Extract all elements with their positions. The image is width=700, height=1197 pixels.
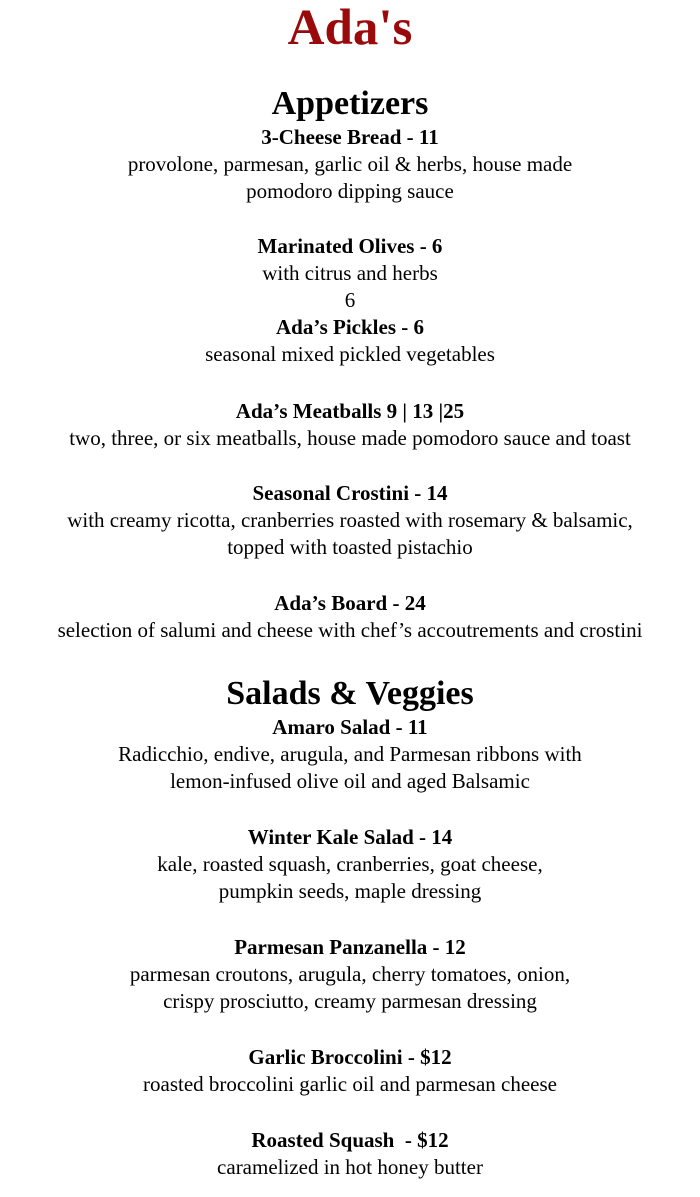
menu-item-roasted-squash [0, 1127, 700, 1181]
menu-item-marinated-olives [0, 233, 700, 287]
item-description: pomodoro dipping sauce [246, 179, 454, 203]
menu-item-amaro-salad [0, 714, 700, 795]
item-description: topped with toasted pistachio [227, 535, 473, 559]
item-description: pumpkin seeds, maple dressing [218, 879, 482, 903]
item-name: Garlic Broccolini - $12 [248, 1045, 452, 1069]
menu-item-parmesan-panzanella [0, 934, 700, 1015]
item-name: Roasted Squash - $12 [251, 1128, 449, 1152]
menu-item-adas-board [0, 590, 700, 644]
item-description: caramelized in hot honey butter [217, 1155, 483, 1179]
item-name: Ada’s Pickles - 6 [276, 315, 424, 339]
item-description: provolone, parmesan, garlic oil & herbs, house made [127, 152, 573, 176]
menu-item-adas-pickles [0, 314, 700, 368]
item-description: Radicchio, endive, arugula, and Parmesan ribbons with [118, 742, 582, 766]
menu-item-garlic-broccolini [0, 1044, 700, 1098]
stray-price-text: 6 [344, 288, 356, 312]
menu-item-seasonal-crostini [0, 480, 700, 561]
item-description: crispy prosciutto, creamy parmesan dressing [163, 989, 537, 1013]
item-name: Seasonal Crostini - 14 [252, 481, 448, 505]
item-description: selection of salumi and cheese with chef’s accoutrements and crostini [57, 618, 643, 642]
item-description: seasonal mixed pickled vegetables [205, 342, 495, 366]
section-heading-appetizers: Appetizers [271, 85, 429, 122]
menu-item-3-cheese-bread [0, 124, 700, 205]
item-description: kale, roasted squash, cranberries, goat cheese, [157, 852, 543, 876]
section-heading-salads-veggies: Salads & Veggies [226, 675, 474, 712]
menu-item-winter-kale-salad [0, 824, 700, 905]
item-name: Ada’s Board - 24 [274, 591, 426, 615]
item-name: Winter Kale Salad - 14 [247, 825, 453, 849]
item-name: Amaro Salad - 11 [272, 715, 428, 739]
item-description: with citrus and herbs [262, 261, 438, 285]
item-name: Parmesan Panzanella - 12 [234, 935, 466, 959]
item-description: two, three, or six meatballs, house made pomodoro sauce and toast [69, 426, 631, 450]
item-description: with creamy ricotta, cranberries roasted with rosemary & balsamic, [67, 508, 633, 532]
item-name: Ada’s Meatballs 9 | 13 |25 [235, 399, 465, 423]
item-name: Marinated Olives - 6 [257, 234, 443, 258]
item-description: lemon-infused olive oil and aged Balsamic [170, 769, 530, 793]
item-description: roasted broccolini garlic oil and parmesan cheese [143, 1072, 557, 1096]
restaurant-title: Ada's [287, 0, 413, 56]
item-name: 3-Cheese Bread - 11 [261, 125, 439, 149]
item-description: parmesan croutons, arugula, cherry tomatoes, onion, [129, 962, 571, 986]
menu-item-adas-meatballs [0, 398, 700, 452]
